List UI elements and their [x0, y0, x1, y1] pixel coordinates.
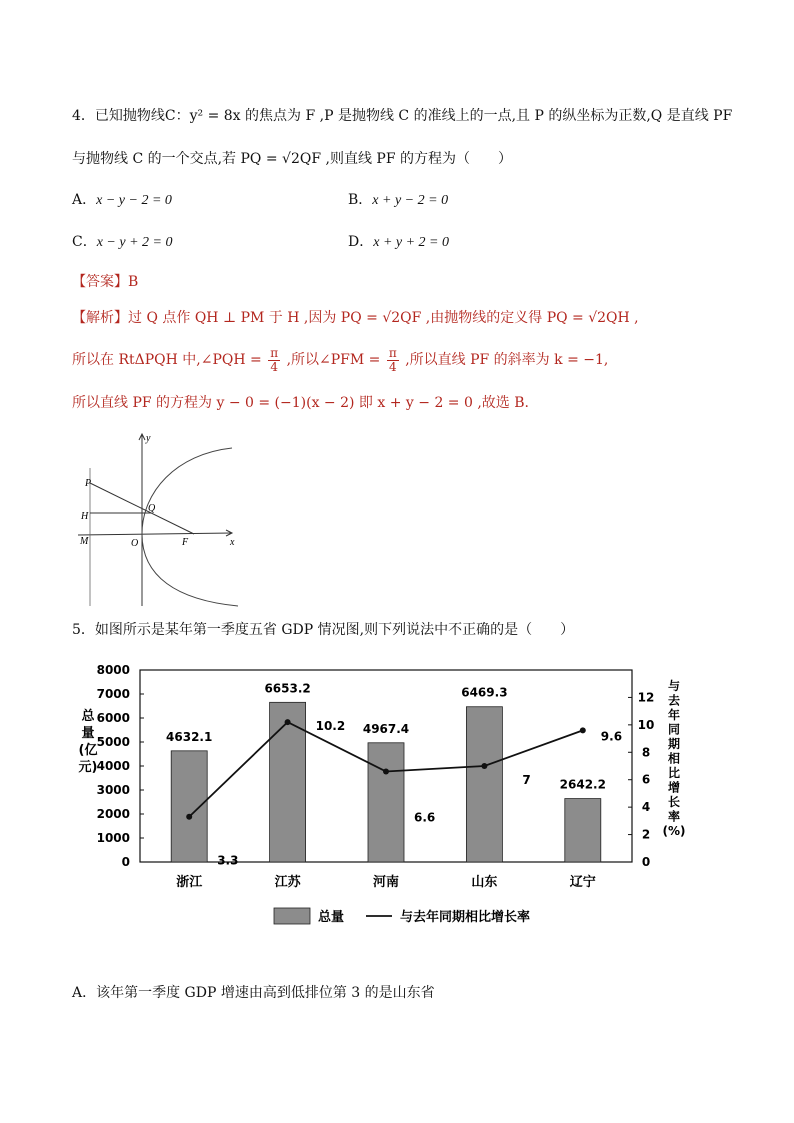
y2-axis-label-part: 比 [667, 766, 681, 780]
q4-stem-line1: 4．已知抛物线C：y² = 8x 的焦点为 F ,P 是抛物线 C 的准线上的一点,且 P 的纵坐标为正数,Q 是直线 PF [72, 108, 733, 124]
q4-answer [72, 272, 138, 292]
growth-value-label: 10.2 [315, 719, 346, 734]
growth-point-河南 [383, 768, 389, 774]
q5-option-a[interactable]: A．该年第一季度 GDP 增速由高到低排位第 3 的是山东省 [72, 985, 435, 1001]
bar-江苏 [270, 702, 306, 862]
label-p: P [85, 478, 92, 489]
category-label: 山东 [471, 875, 498, 890]
parabola-figure [76, 428, 248, 608]
growth-point-辽宁 [580, 727, 586, 733]
bar-value-label: 2642.2 [559, 777, 606, 792]
bar-value-label: 4632.1 [166, 729, 213, 744]
option-label: A． [72, 192, 97, 208]
y2-tick-label: 4 [641, 800, 651, 815]
y2-axis-label-part: 长 [667, 795, 681, 809]
y2-tick-label: 0 [641, 855, 651, 869]
answer-value: B [128, 274, 139, 290]
label-o: O [131, 538, 139, 549]
y2-axis-label-part: 年 [667, 708, 681, 722]
y2-axis-label-part: 与 [667, 679, 681, 693]
y2-axis-label-part: (%) [662, 824, 686, 838]
y2-axis-label-part: 同 [667, 722, 681, 737]
y-axis-label-part: 总 [81, 709, 95, 724]
category-label: 江苏 [274, 875, 301, 890]
growth-point-山东 [481, 763, 487, 769]
frac-num: π [388, 345, 397, 360]
gdp-chart [72, 652, 712, 942]
q4-option-c[interactable] [72, 232, 173, 253]
analysis-text-a: 所以在 RtΔPQH 中,∠PQH = [72, 352, 262, 368]
label-m: M [80, 536, 89, 547]
y2-axis-label-part: 相 [667, 751, 681, 766]
growth-point-浙江 [186, 814, 192, 820]
analysis-text-b: ,所以∠PFM = [286, 352, 381, 368]
y-tick-label: 8000 [96, 663, 130, 677]
label-q: Q [148, 503, 156, 514]
answer-tag: 【答案】 [72, 274, 128, 290]
growth-value-label: 3.3 [217, 853, 239, 868]
y-tick-label: 2000 [96, 807, 130, 821]
growth-value-label: 6.6 [414, 810, 436, 825]
bar-辽宁 [565, 799, 601, 862]
frac-num: π [270, 345, 279, 360]
y2-tick-label: 10 [637, 717, 655, 732]
frac-den: 4 [270, 359, 278, 374]
x-axis [78, 533, 232, 535]
bar-value-label: 4967.4 [362, 721, 410, 736]
q4-option-d[interactable] [348, 232, 449, 253]
growth-value-label: 9.6 [600, 729, 623, 744]
y-tick-label: 3000 [96, 783, 130, 797]
y-tick-label: 0 [121, 855, 130, 869]
option-text: x + y − 2 = 0 [372, 193, 449, 208]
analysis-text-c: ,所以直线 PF 的斜率为 k = −1, [405, 352, 609, 368]
y-tick-label: 6000 [96, 711, 130, 725]
q5-stem: 5．如图所示是某年第一季度五省 GDP 情况图,则下列说法中不正确的是（ ） [72, 622, 575, 638]
label-h: H [81, 511, 89, 522]
growth-value-label: 7 [522, 773, 531, 787]
bar-河南 [368, 743, 404, 862]
y-axis-label-part: (亿 [78, 743, 98, 758]
y-axis-label-part: 元) [78, 760, 98, 775]
fraction-pi-over-4 [268, 347, 280, 374]
parabola-curve [142, 448, 238, 606]
q4-analysis-line1 [72, 308, 639, 328]
analysis-tag: 【解析】 [72, 310, 128, 326]
analysis-text: 过 Q 点作 QH ⊥ PM 于 H ,因为 PQ = √2QF ,由抛物线的定义得 PQ = √2QH , [128, 310, 639, 326]
growth-point-江苏 [285, 719, 291, 725]
legend-line-label: 与去年同期相比增长率 [400, 910, 531, 925]
option-label: D． [348, 234, 374, 250]
q4-stem-line2: 与抛物线 C 的一个交点,若 PQ = √2QF ,则直线 PF 的方程为（ ） [72, 151, 512, 167]
q4-analysis-line3: 所以直线 PF 的方程为 y − 0 = (−1)(x − 2) 即 x + y − 2 = 0 ,故选 B. [72, 395, 529, 411]
option-text: x − y + 2 = 0 [96, 235, 173, 250]
bar-浙江 [171, 751, 207, 862]
option-label: B． [348, 192, 373, 208]
bar-value-label: 6469.3 [461, 685, 508, 700]
y2-axis-label-part: 增 [667, 780, 681, 795]
label-x: x [230, 537, 235, 548]
y2-axis-label-part: 率 [667, 809, 681, 824]
y2-tick-label: 12 [637, 690, 655, 705]
y-tick-label: 4000 [96, 759, 130, 773]
y-tick-label: 1000 [96, 831, 130, 845]
q4-option-b[interactable] [348, 190, 448, 211]
option-text: x + y + 2 = 0 [373, 235, 450, 250]
y2-axis-label-part: 去 [667, 693, 681, 708]
frac-den: 4 [388, 359, 397, 374]
y-axis-label-part: 量 [81, 726, 95, 741]
legend-bar-swatch [274, 908, 310, 924]
y2-tick-label: 8 [641, 745, 651, 760]
bar-value-label: 6653.2 [264, 681, 311, 696]
q4-option-a[interactable] [72, 190, 172, 211]
y2-tick-label: 6 [641, 772, 651, 787]
legend-bar-label: 总量 [318, 910, 345, 925]
option-text: x − y − 2 = 0 [96, 193, 172, 208]
y-tick-label: 7000 [96, 687, 130, 701]
category-label: 河南 [372, 875, 400, 890]
q4-analysis-line2 [72, 346, 608, 374]
category-label: 浙江 [176, 875, 203, 890]
option-label: C． [72, 234, 97, 250]
y2-axis-label-part: 期 [667, 737, 681, 751]
y2-tick-label: 2 [641, 827, 651, 842]
bar-山东 [466, 707, 502, 862]
fraction-pi-over-4-second [387, 347, 399, 374]
label-y: y [146, 433, 151, 444]
category-label: 辽宁 [569, 875, 596, 890]
y-tick-label: 5000 [96, 735, 130, 749]
label-f: F [182, 537, 189, 548]
